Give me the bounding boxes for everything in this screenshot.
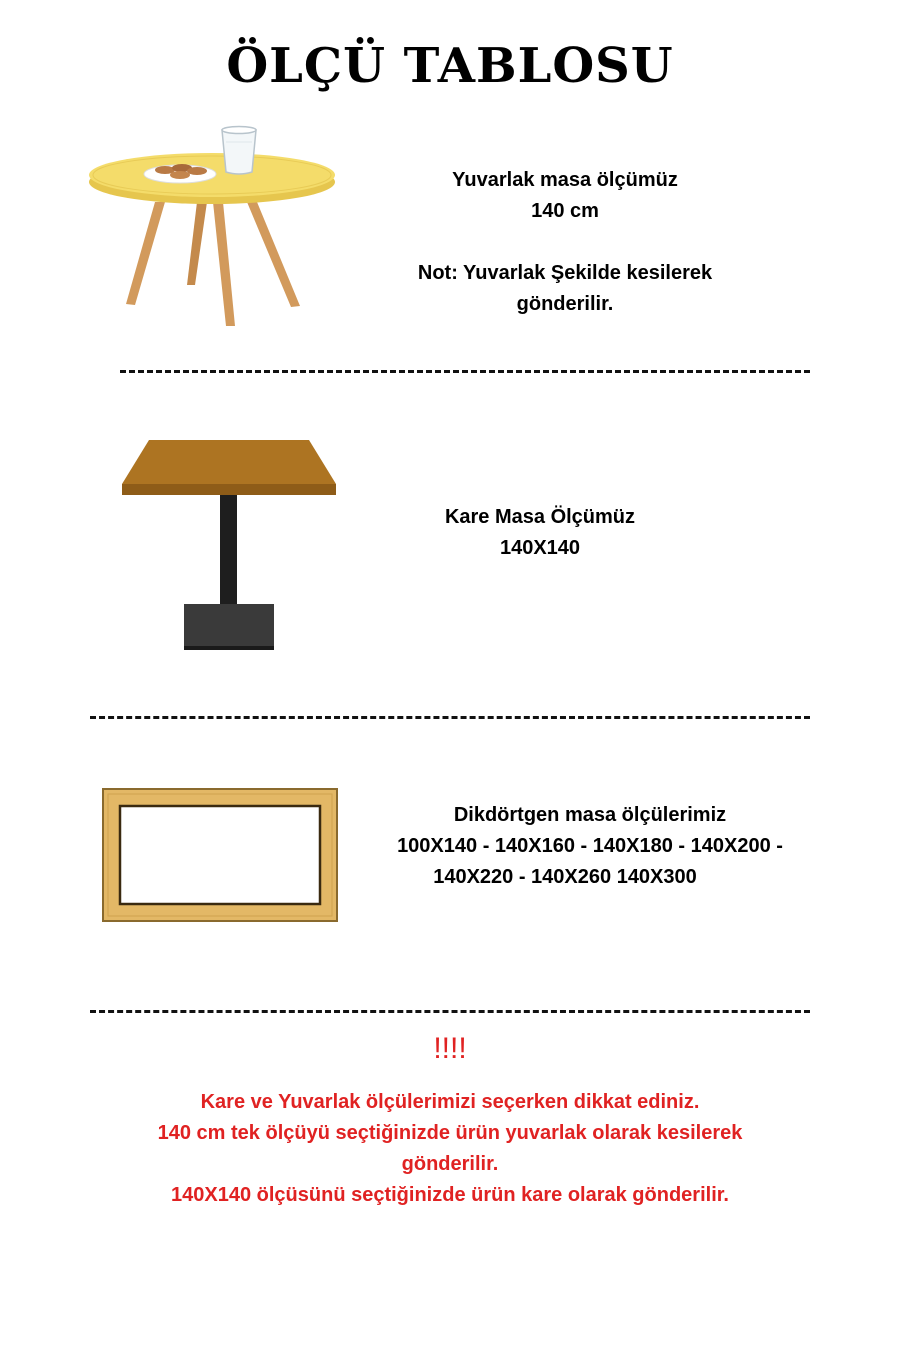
square-table-size: 140X140 (499, 537, 581, 559)
rectangle-table-info (360, 800, 820, 893)
round-table-note-cont: gönderilir. (516, 293, 614, 315)
rectangle-table-sizes-cont: 140X220 - 140X260 140X300 (433, 866, 697, 888)
rectangle-table-label: Dikdörtgen masa ölçülerimiz (453, 804, 727, 826)
page-title: ÖLÇÜ TABLOSU (226, 38, 674, 94)
round-table-size: 140 cm (531, 200, 599, 222)
warning-text (60, 1087, 840, 1211)
round-table-label: Yuvarlak masa ölçümüz (452, 169, 678, 191)
round-table-note: Not: Yuvarlak Şekilde kesilerek (417, 262, 713, 284)
divider-2 (90, 716, 810, 719)
divider-1 (120, 370, 810, 373)
warning-line-1: Kare ve Yuvarlak ölçülerimizi seçerken dikkat ediniz. (200, 1091, 700, 1113)
warning-line-2: 140 cm tek ölçüyü seçtiğinizde ürün yuvarlak olarak kesilerek (157, 1122, 743, 1144)
divider-3 (90, 1010, 810, 1013)
rectangle-table-icon (102, 788, 338, 922)
rectangle-table-sizes: 100X140 - 140X160 - 140X180 - 140X200 - (397, 835, 783, 857)
warning-mark: !!!! (433, 1032, 467, 1065)
round-table-info (380, 165, 750, 320)
square-table-info (390, 502, 690, 564)
square-table-label: Kare Masa Ölçümüz (444, 506, 636, 528)
round-table-icon (85, 120, 345, 330)
square-table-icon (118, 436, 340, 656)
warning-line-4: 140X140 ölçüsünü seçtiğinizde ürün kare olarak gönderilir. (171, 1184, 729, 1206)
warning-line-3: gönderilir. (401, 1153, 499, 1175)
